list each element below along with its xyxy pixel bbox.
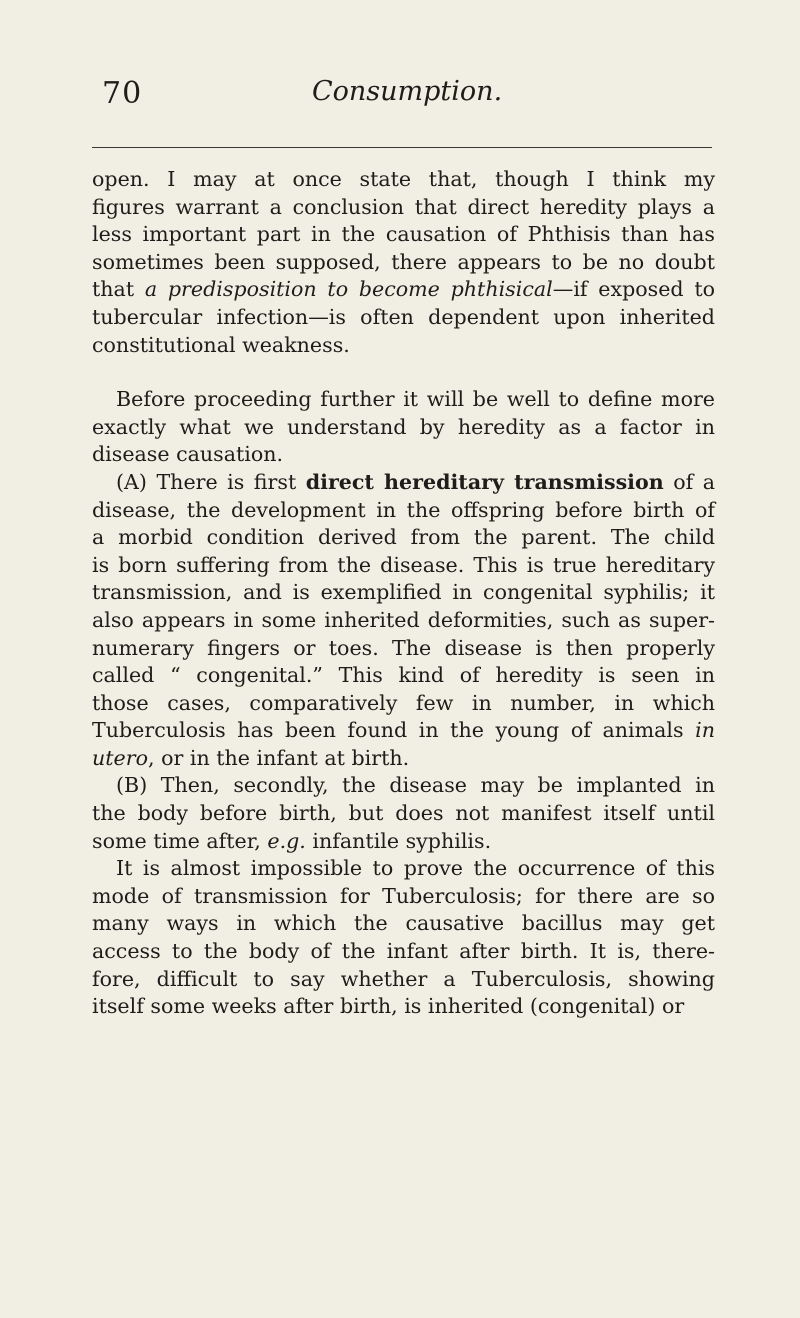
text-line: some time after, e.g. infantile syphilis. [92,828,492,853]
running-head: Consumption. [312,76,503,107]
paragraph [92,469,715,773]
paragraph [92,386,715,469]
text-line: utero, or in the infant at birth. [92,745,410,770]
text-line: Tuberculosis has been found in the young of animals in [92,718,715,743]
text-line: exactly what we understand by heredity as a factor in [92,414,715,439]
text-line: itself some weeks after birth, is inherited (congenital) or [92,994,685,1019]
text-line: figures warrant a conclusion that direct heredity plays a [92,194,715,219]
text-line: also appears in some inherited deformities, such as super- [92,607,715,632]
text-line: open. I may at once state that, though I think my [92,167,715,191]
text-line: sometimes been supposed, there appears to be no doubt [92,249,715,274]
text-line: (B) Then, secondly, the disease may be implanted in [116,773,715,798]
text-line: (A) There is first direct hereditary transmission of a [116,469,715,494]
paragraph-gap [92,359,715,386]
text-line: those cases, comparatively few in number, in which [92,690,715,715]
text-line: numerary fingers or toes. The disease is then properly [92,635,715,660]
text-line: the body before birth, but does not manifest itself until [92,801,715,826]
header-rule [92,147,712,148]
paragraph [92,772,715,855]
text-line: mode of transmission for Tuberculosis; for there are so [92,883,715,908]
text-line: many ways in which the causative bacillus may get [92,911,715,936]
paragraph [92,166,715,359]
text-line: transmission, and is exemplified in congenital syphilis; it [92,580,715,605]
text-line: called “ congenital.” This kind of heredity is seen in [92,663,715,688]
text-line: disease, the development in the offspring before birth of [92,497,715,522]
body-text [92,166,715,1021]
paragraph [92,855,715,1021]
text-line: a morbid condition derived from the parent. The child [92,525,715,550]
page-header [92,76,712,126]
text-line: access to the body of the infant after birth. It is, there- [92,939,715,964]
text-line: It is almost impossible to prove the occurrence of this [116,856,715,881]
text-line: fore, difficult to say whether a Tuberculosis, showing [92,966,715,991]
text-line: is born suffering from the disease. This is true hereditary [92,552,715,577]
page-number: 70 [102,76,143,111]
text-line: constitutional weakness. [92,332,350,357]
text-line: Before proceeding further it will be well to define more [116,387,715,412]
text-line: that a predisposition to become phthisical—if exposed to [92,277,716,302]
text-line: less important part in the causation of Phthisis than has [92,222,715,247]
text-line: tubercular infection—is often dependent upon inherited [92,304,715,329]
text-line: disease causation. [92,442,284,467]
